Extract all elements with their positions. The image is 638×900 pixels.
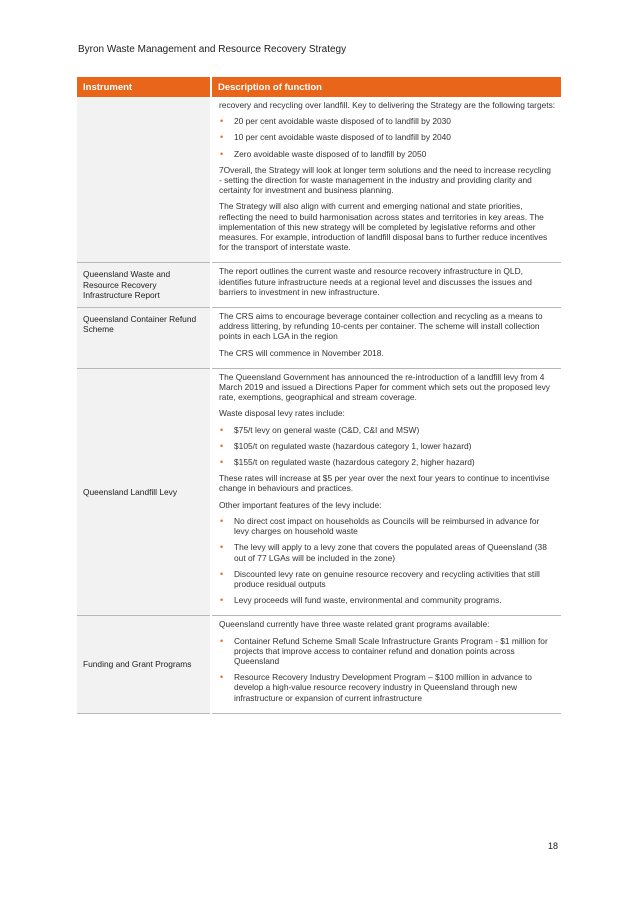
bullet-icon: • [220, 568, 224, 579]
paragraph: The report outlines the current waste and resource recovery infrastructure in QLD, identifies future infrastructure needs at a regional level and discusses the issues and barriers to investment in new infrastructure. [219, 266, 532, 297]
description-cell [211, 308, 561, 369]
bullet-icon: • [220, 635, 224, 646]
bullet-icon: • [220, 132, 224, 143]
paragraph: These rates will increase at $5 per year over the next four years to continue to incentivise change in behaviours and practices. [219, 473, 550, 494]
list-item: • $155/t on regulated waste (hazardous category 2, higher hazard) [220, 457, 475, 468]
table-row [77, 368, 561, 615]
page-number: 18 [548, 841, 559, 851]
list-item: • 20 per cent avoidable waste disposed of to landfill by 2030 [220, 116, 451, 127]
instrument-cell: Queensland Container Refund Scheme [77, 308, 211, 369]
paragraph: Waste disposal levy rates include: [219, 408, 345, 419]
bullet-icon: • [220, 542, 224, 553]
list-item: • Container Refund Scheme Small Scale Infrastructure Grants Program - $1 million for projects that improve access to container refund and donation points across Queensland [220, 635, 548, 666]
paragraph: 7Overall, the Strategy will look at longer term solutions and the need to increase recycling - setting the direction for waste management in the industry and providing clarity and certainty for investment and business planning. [219, 164, 551, 196]
header-description: Description of function [211, 77, 561, 97]
paragraph: The CRS will commence in November 2018. [219, 347, 384, 358]
table-header-row [77, 77, 561, 97]
instrument-cell: Funding and Grant Programs [77, 616, 211, 713]
list-item: • Levy proceeds will fund waste, environmental and community programs. [220, 595, 502, 606]
table-row [77, 263, 561, 308]
levy-rate-list [219, 425, 556, 468]
table-row [77, 308, 561, 369]
bullet-icon: • [220, 424, 224, 435]
bullet-icon: • [220, 515, 224, 526]
paragraph: recovery and recycling over landfill. Key to delivering the Strategy are the following targets: [219, 100, 556, 110]
page-header: Byron Waste Management and Resource Recovery Strategy [78, 44, 347, 55]
list-item: • Resource Recovery Industry Development Program – $100 million in advance to develop a high-value resource recovery industry in Queensland through new infrastructure or expansion of current infrastructure [220, 672, 532, 703]
description-cell [211, 263, 561, 308]
instrument-cell: Queensland Landfill Levy [77, 368, 211, 615]
description-cell [211, 616, 561, 713]
list-item: • 10 per cent avoidable waste disposed of to landfill by 2040 [220, 132, 451, 143]
paragraph: The CRS aims to encourage beverage container collection and recycling as a means to address littering, by refunding 10-cents per container. The scheme will install collection points in each LGA in the region [219, 311, 543, 342]
bullet-icon: • [220, 672, 224, 683]
list-item: • Zero avoidable waste disposed of to landfill by 2050 [220, 148, 427, 159]
target-list [219, 116, 556, 159]
table-row [77, 616, 561, 713]
bullet-icon: • [220, 595, 224, 606]
bullet-icon: • [220, 148, 224, 159]
list-item: • Discounted levy rate on genuine resource recovery and recycling activities that still produce residual outputs [220, 568, 540, 589]
paragraph: Queensland currently have three waste related grant programs available: [219, 619, 490, 630]
list-item: • No direct cost impact on households as Councils will be reimbursed in advance for levy charges on household waste [220, 515, 540, 537]
policy-instruments-table [77, 77, 561, 714]
description-cell [211, 368, 561, 615]
list-item: • The levy will apply to a levy zone that covers the populated areas of Queensland (38 out of 77 LGAs will be included in the zone) [220, 542, 547, 563]
paragraph: Other important features of the levy include: [219, 499, 382, 510]
grant-programs-list [219, 636, 556, 703]
header-instrument: Instrument [77, 77, 211, 97]
bullet-icon: • [220, 440, 224, 451]
list-item: • $75/t levy on general waste (C&D, C&I and MSW) [220, 424, 420, 435]
table-row [77, 97, 561, 263]
bullet-icon: • [220, 116, 224, 127]
paragraph: The Queensland Government has announced the re-introduction of a landfill levy from 4 March 2019 and issued a Directions Paper for comment which sets out the proposed levy rate, exemptions, geographical and stream coverage. [219, 371, 550, 403]
levy-features-list [219, 516, 556, 605]
instrument-cell [77, 97, 211, 263]
description-cell [211, 97, 561, 263]
paragraph: The Strategy will also align with current and emerging national and state priorities, reflecting the need to build harmonisation across states and territories in key areas. The implementation of this new strategy will be completed by legislative reforms and other measures. For example, introduction of landfill disposal bans to further reduce incentives for the transport of interstate waste. [219, 201, 548, 253]
instrument-cell: Queensland Waste and Resource Recovery Infrastructure Report [77, 263, 211, 308]
list-item: • $105/t on regulated waste (hazardous category 1, lower hazard) [220, 440, 472, 451]
bullet-icon: • [220, 457, 224, 468]
